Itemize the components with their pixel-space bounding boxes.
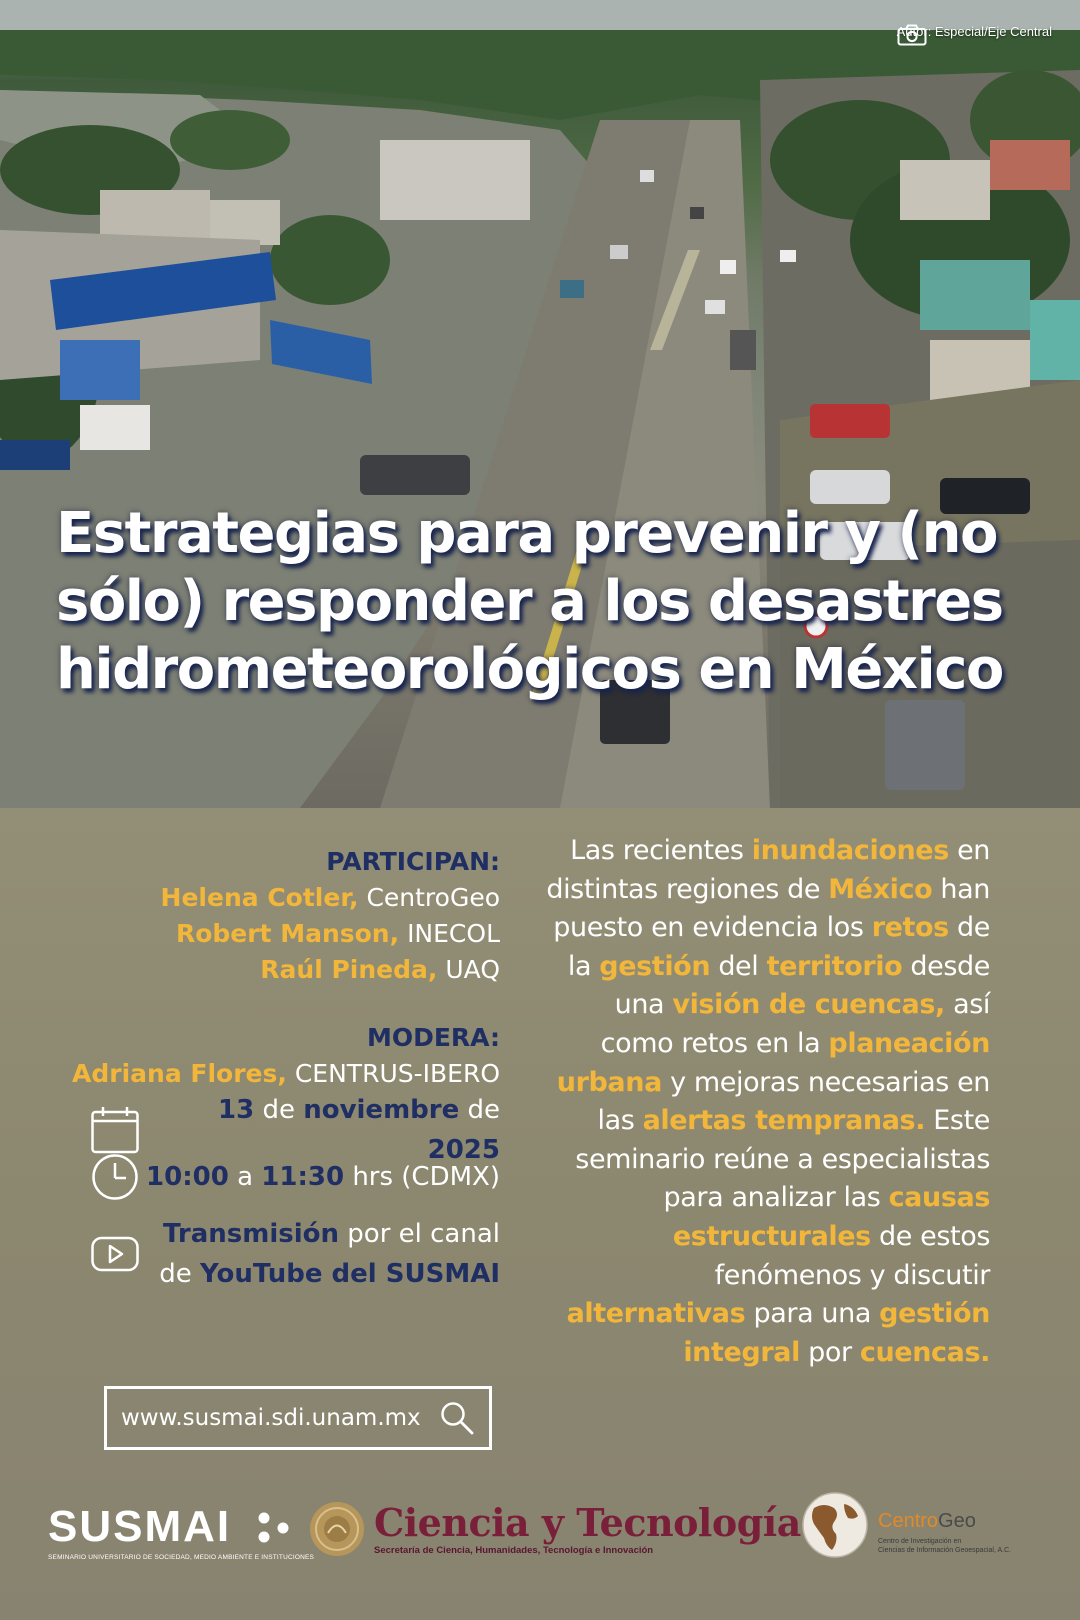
government-seal-icon	[308, 1500, 366, 1558]
description-text: del	[710, 950, 767, 982]
description-highlight: gestión integral	[683, 1298, 990, 1368]
clock-icon	[90, 1152, 140, 1202]
date-year: 2025	[427, 1135, 500, 1165]
description-highlight: alternativas	[566, 1298, 746, 1330]
participant-name: Robert Manson,	[175, 919, 400, 948]
description-text: para una	[745, 1298, 880, 1330]
stream-text: de	[159, 1259, 192, 1289]
globe-icon	[800, 1490, 870, 1560]
centrogeo-name-a: Centro	[878, 1510, 939, 1532]
calendar-icon	[90, 1105, 140, 1155]
description-highlight: alertas tempranas.	[642, 1105, 926, 1137]
time-start: 10:00	[146, 1162, 229, 1192]
participant-3	[40, 952, 500, 988]
description-text: así como retos en la	[600, 989, 990, 1059]
moderator-name: Adriana Flores,	[72, 1059, 287, 1088]
website-url: www.susmai.sdi.unam.mx	[121, 1405, 421, 1431]
susmai-logo	[48, 1502, 314, 1561]
photo-credit	[897, 24, 1052, 39]
participants-label: PARTICIPAN:	[326, 847, 500, 876]
event-stream-row	[90, 1214, 500, 1294]
date-de: de	[467, 1095, 500, 1125]
ciencia-tecnologia-logo	[374, 1500, 801, 1556]
moderator	[40, 1056, 500, 1092]
description-highlight: causas estructurales	[672, 1182, 990, 1252]
description-highlight: inundaciones	[751, 835, 949, 866]
description-text: en distintas regiones de	[546, 835, 990, 905]
camera-icon	[897, 24, 927, 46]
photo-credit-text: Autor: Especial/Eje Central	[896, 24, 1052, 39]
description-highlight: visión de cuencas,	[672, 989, 945, 1021]
youtube-play-icon	[90, 1229, 140, 1279]
centrogeo-logo	[878, 1510, 1011, 1555]
description-text: Este seminario reúne a especialistas para analizar las	[575, 1105, 990, 1214]
event-title: Estrategias para prevenir y (no sólo) responder a los desastres hidrometeorológicos en México	[56, 501, 1003, 702]
stream-channel: YouTube del SUSMAI	[200, 1259, 500, 1289]
stream-text: por el canal	[347, 1219, 500, 1249]
date-de: de	[262, 1095, 295, 1125]
susmai-logo-name: SUSMAI	[48, 1502, 232, 1551]
participant-org: UAQ	[445, 955, 500, 984]
cyt-logo-name: Ciencia y Tecnología	[374, 1500, 801, 1545]
description-text: desde una	[614, 950, 990, 1021]
time-a: a	[237, 1162, 254, 1192]
speakers-block	[40, 844, 500, 1092]
date-day: 13	[217, 1095, 255, 1125]
description-text: de la	[567, 912, 990, 982]
description-highlight: planeación urbana	[556, 1027, 990, 1098]
centrogeo-logo-subtitle	[878, 1537, 1011, 1555]
participant-name: Helena Cotler,	[160, 883, 359, 912]
centrogeo-subtitle-line: Centro de Investigación en	[878, 1538, 962, 1545]
centrogeo-subtitle-line: Ciencias de Información Geoespacial, A.C.	[878, 1547, 1012, 1554]
centrogeo-name-b: Geo	[938, 1510, 976, 1532]
description-text: de estos fenómenos y discutir	[714, 1220, 990, 1291]
description-text: Las recientes	[570, 835, 752, 866]
event-time	[146, 1157, 500, 1197]
time-suffix: hrs (CDMX)	[352, 1162, 500, 1192]
participant-2	[40, 916, 500, 952]
website-link[interactable]	[104, 1386, 492, 1450]
hero-photo	[0, 0, 1080, 808]
description-highlight: retos	[871, 912, 949, 944]
participant-org: CentroGeo	[366, 883, 500, 912]
description-text: han puesto en evidencia los	[553, 873, 990, 944]
participant-name: Raúl Pineda,	[260, 955, 438, 984]
participant-1	[40, 880, 500, 916]
susmai-logo-subtitle: SEMINARIO UNIVERSITARIO DE SOCIEDAD, MEDIO AMBIENTE E INSTITUCIONES	[48, 1554, 315, 1561]
time-end: 11:30	[261, 1162, 345, 1192]
date-month: noviembre	[303, 1095, 460, 1125]
description-highlight: México	[828, 873, 933, 905]
moderator-org: CENTRUS-IBERO	[294, 1059, 500, 1088]
description-highlight: cuencas.	[859, 1336, 990, 1368]
centrogeo-logo-name	[878, 1510, 1011, 1533]
participant-org: INECOL	[407, 919, 500, 948]
sponsor-logos	[0, 1480, 1080, 1590]
event-stream	[159, 1214, 500, 1294]
description-text: por	[799, 1336, 860, 1368]
description-highlight: gestión	[599, 950, 711, 982]
event-description	[544, 832, 990, 1372]
cyt-logo-subtitle: Secretaría de Ciencia, Humanidades, Tecnología e Innovación	[374, 1545, 654, 1556]
moderator-label: MODERA:	[366, 1023, 500, 1052]
description-text: y mejoras necesarias en las	[597, 1066, 990, 1137]
stream-bold: Transmisión	[163, 1219, 340, 1249]
event-time-row	[90, 1152, 500, 1202]
search-icon	[439, 1400, 475, 1436]
description-highlight: territorio	[766, 950, 903, 982]
susmai-dots-icon	[256, 1510, 300, 1546]
